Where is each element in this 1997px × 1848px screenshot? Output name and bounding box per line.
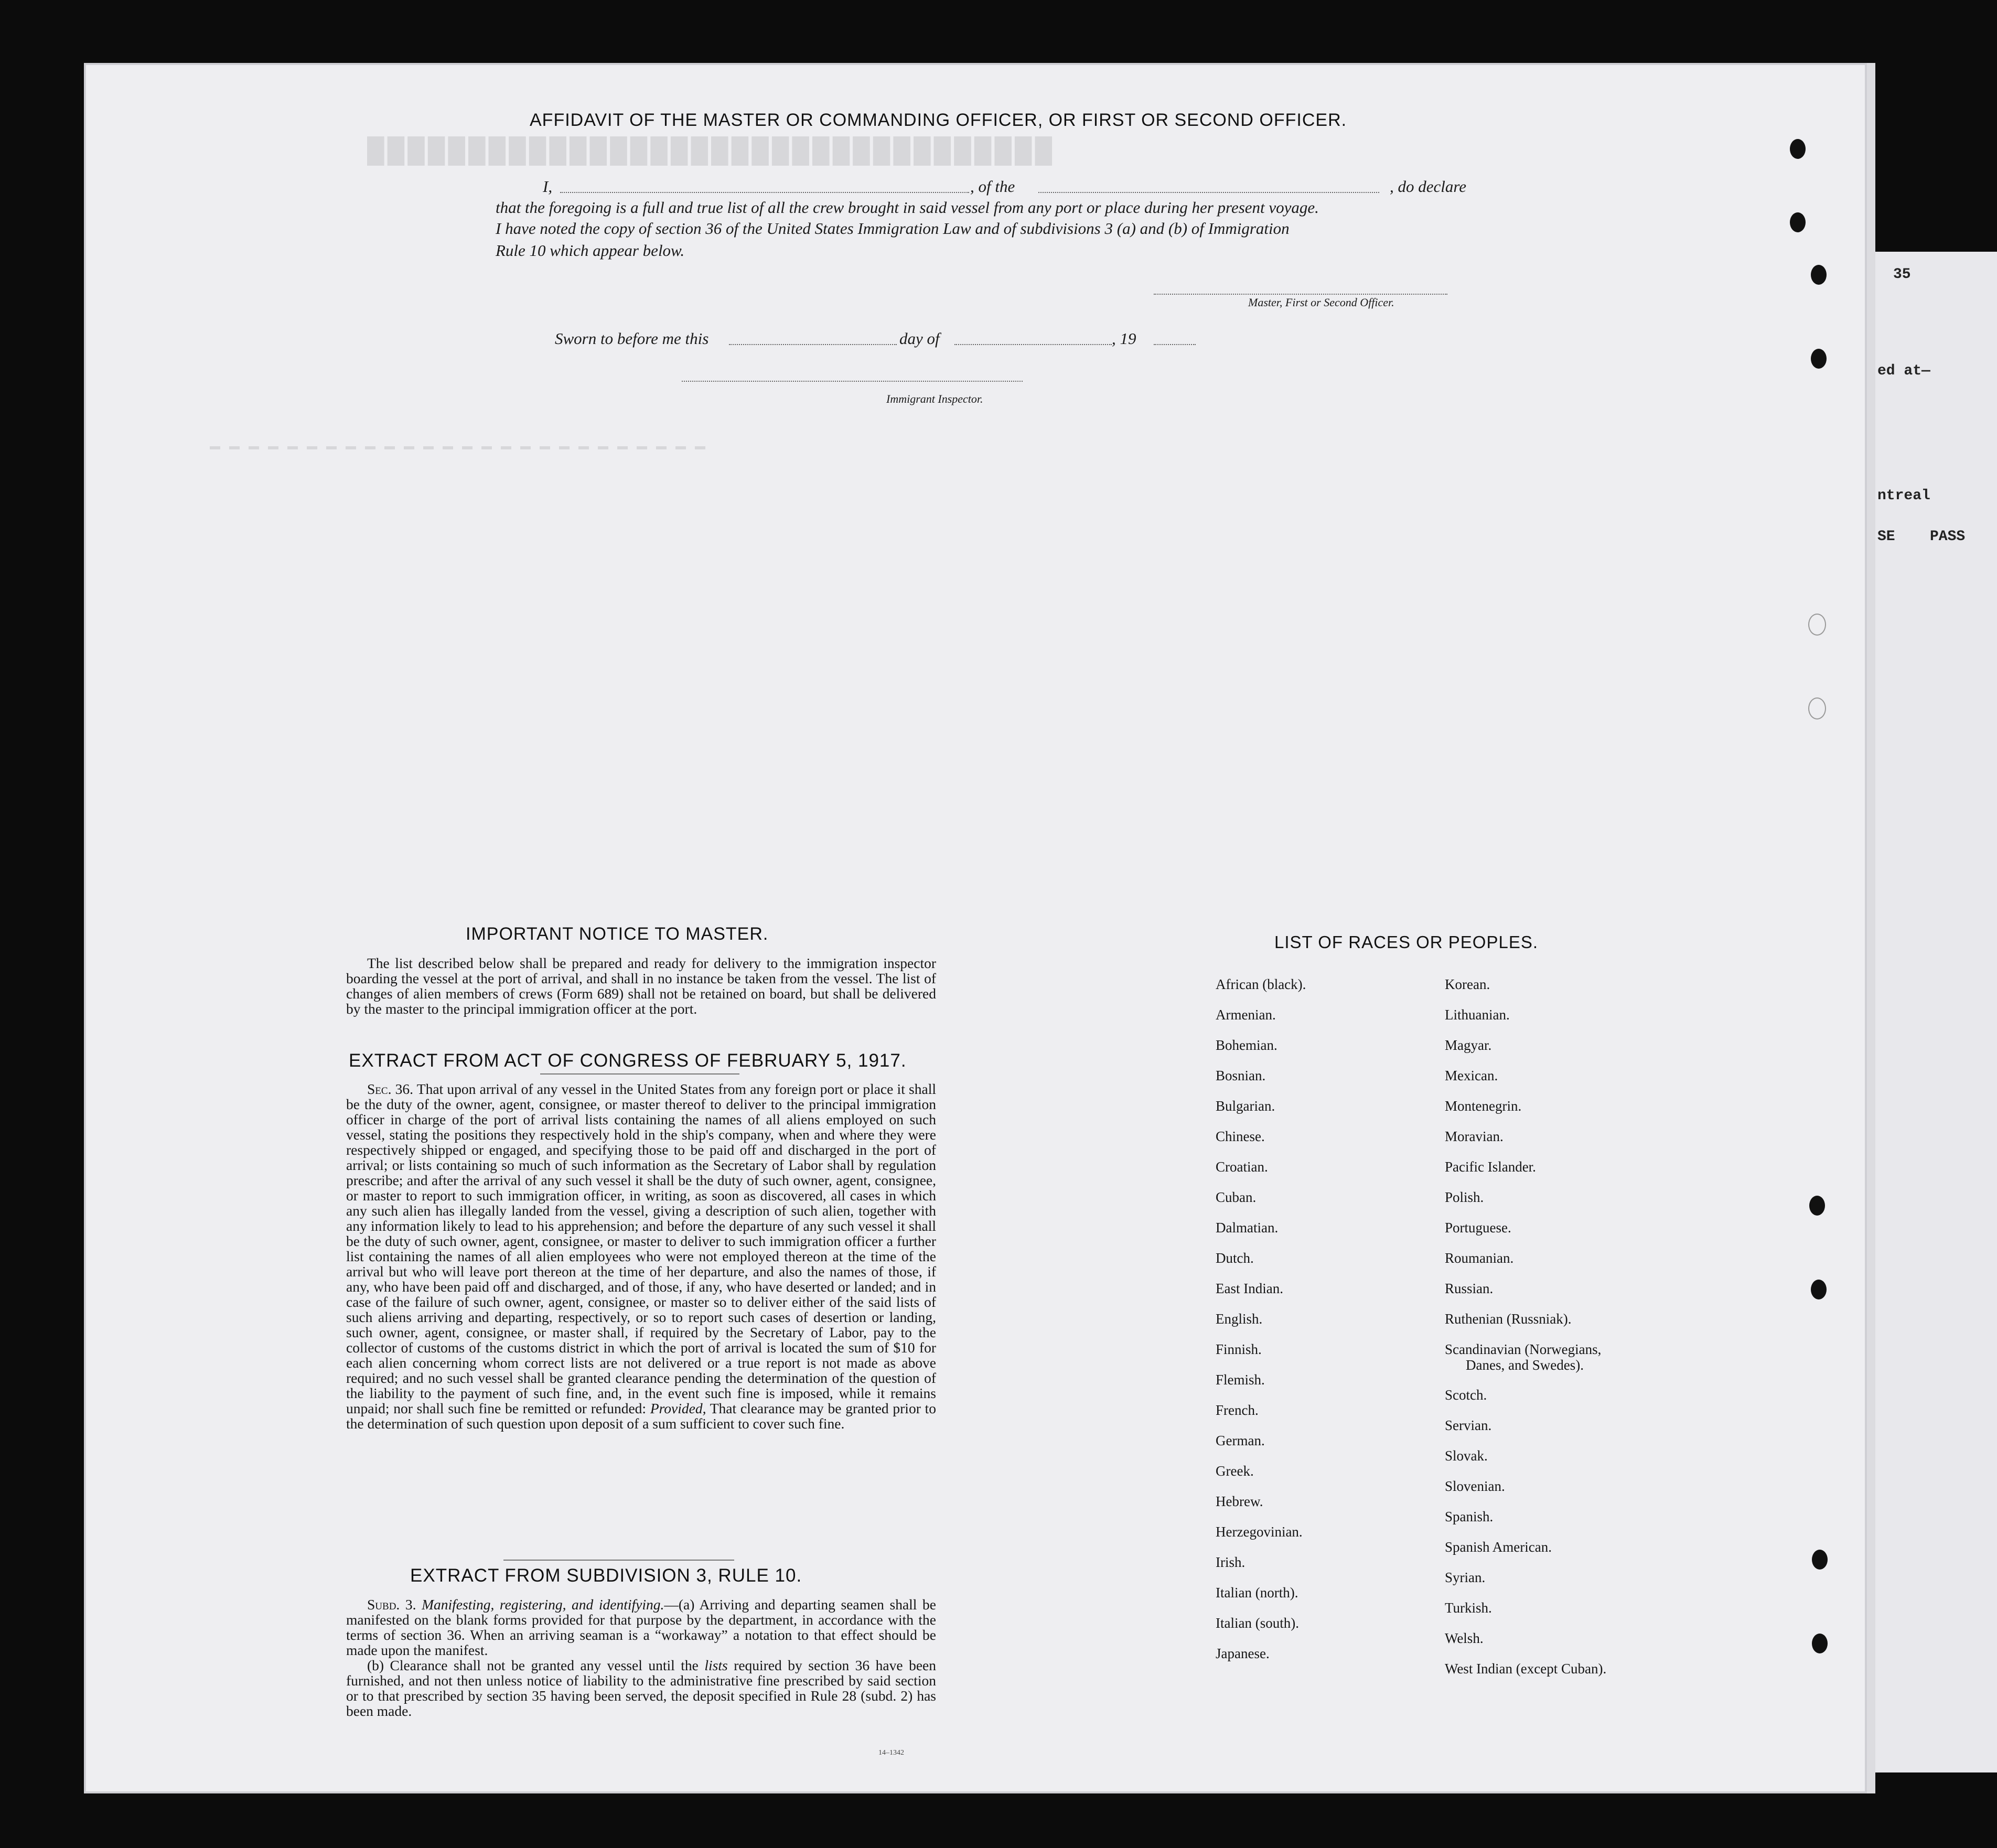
race-item: Roumanian. [1445, 1250, 1514, 1266]
race-item: Lithuanian. [1445, 1007, 1510, 1023]
race-item [1445, 1341, 1606, 1387]
race-item: Chinese. [1216, 1129, 1265, 1144]
races-title: LIST OF RACES OR PEOPLES. [1274, 932, 1539, 952]
race-item: Ruthenian (Russniak). [1445, 1311, 1572, 1327]
side-sheet-label: ed at— [1877, 363, 1930, 379]
race-item-line: Scandinavian (Norwegians, [1445, 1341, 1602, 1357]
race-item: Russian. [1445, 1281, 1494, 1296]
side-sheet-label: PASS [1930, 529, 1966, 545]
race-item: Bohemian. [1216, 1037, 1277, 1053]
punch-hole [1790, 139, 1806, 159]
master-name-blank [560, 192, 969, 193]
punch-hole [1809, 1196, 1825, 1216]
affidavit-line1-start: I, [543, 177, 553, 196]
punch-hole [1812, 1634, 1828, 1653]
master-signature-line [1154, 294, 1447, 295]
race-item: Mexican. [1445, 1068, 1498, 1083]
race-item: Scotch. [1445, 1387, 1487, 1403]
race-item: German. [1216, 1433, 1265, 1448]
sworn-day-blank [729, 344, 897, 345]
race-item-line: Danes, and Swedes). [1466, 1357, 1584, 1373]
act-extract-text: Sec. 36. That upon arrival of any vessel in the United States from any foreign port or place it shall be the duty of the owner, agent, consignee, or master thereof to deliver to the principal immigration officer in charge of the port of arrival lists containing the names of all aliens employed on such vessel, stating the positions they respectively hold in the ship's company, when and where they were respectively shipped or engaged, and specifying those to be paid off and discharged in the port of arrival; or lists containing so much of such information as the Secretary of Labor shall by regulation prescribe; and after the arrival of any such vessel it shall be the duty of such owner, agent, consignee, or master to report to such immigration officer, in writing, as soon as discovered, all cases in which any such alien has illegally landed from the vessel, giving a description of such alien, together with any information likely to lead to his apprehension; and before the departure of any such vessel it shall be the duty of such owner, agent, consignee, or master to deliver to such immigration officer a further list containing the names of all alien employees who were not employed thereon at the time of the arrival but who will leave port thereon at the time of her departure, and also the names of those, if any, who have been paid off and discharged, and of those, if any, who have deserted or landed; and in case of the failure of such owner, agent, consignee, or master so to deliver either of the said lists of such aliens arriving and departing, respectively, or so to report such cases of desertion or landing, such owner, agent, consignee, or master shall, if required by the Secretary of Labor, pay to the collector of customs of the customs district in which the port of arrival is located the sum of $10 for each alien concerning whom correct lists are not delivered or a true report is not made as above required; and no such vessel shall be granted clearance pending the determination of the question of the liability to the payment of such fine, and, in the event such fine is imposed, while it remains unpaid; nor shall such fine be remitted or refunded: Provided, That clearance may be granted prior to the determination of such question upon deposit of a sum sufficient to cover such fine. [346, 1081, 936, 1432]
punch-hole [1811, 1280, 1827, 1299]
race-item: Flemish. [1216, 1372, 1265, 1388]
vessel-name-blank [1038, 192, 1379, 193]
sworn-year-blank [1154, 344, 1196, 345]
adjacent-sheet [1875, 252, 1997, 1772]
page-edge [1867, 63, 1875, 1793]
sworn-day-of: day of [899, 329, 940, 348]
side-sheet-number: 35 [1893, 266, 1911, 283]
race-item: Syrian. [1445, 1570, 1486, 1585]
race-item: Irish. [1216, 1554, 1246, 1570]
race-item: Turkish. [1445, 1600, 1492, 1616]
races-left-column [1216, 976, 1306, 1676]
race-item: Finnish. [1216, 1341, 1262, 1357]
master-signature-caption: Master, First or Second Officer. [1248, 296, 1394, 309]
race-item: Italian (south). [1216, 1615, 1299, 1631]
race-item: Bulgarian. [1216, 1098, 1275, 1114]
divider [540, 1073, 739, 1075]
race-item: Servian. [1445, 1417, 1492, 1433]
punch-hole [1811, 349, 1827, 369]
punch-hole [1811, 265, 1827, 285]
rule-extract-title: EXTRACT FROM SUBDIVISION 3, RULE 10. [410, 1565, 802, 1586]
affidavit-line1-mid: , of the [970, 177, 1015, 196]
inspector-caption: Immigrant Inspector. [886, 392, 983, 405]
race-item: Cuban. [1216, 1189, 1257, 1205]
race-item: Slovenian. [1445, 1478, 1505, 1494]
affidavit-line4: Rule 10 which appear below. [496, 241, 685, 260]
punch-hole [1808, 697, 1826, 719]
notice-text: The list described below shall be prepared and ready for delivery to the immigration inspector boarding the vessel at the port of arrival, and shall in no instance be taken from the vessel. The list of changes of alien members of crews (Form 689) shall not be retained on board, but shall be delivered by the master to the principal immigration officer at the port. [346, 955, 936, 1017]
affidavit-line3: I have noted the copy of section 36 of the United States Immigration Law and of subdivisions 3 (a) and (b) of Immigration [496, 219, 1290, 238]
affidavit-line2: that the foregoing is a full and true list of all the crew brought in said vessel from any port or place during her present voyage. [496, 198, 1319, 217]
affidavit-title: AFFIDAVIT OF THE MASTER OR COMMANDING OFFICER, OR FIRST OR SECOND OFFICER. [530, 110, 1347, 130]
race-item: Dalmatian. [1216, 1220, 1279, 1235]
rule-extract-text: Subd. 3. Manifesting, registering, and identifying.—(a) Arriving and departing seamen shall be manifested on the blank forms provided for that purpose by the department, in accordance with the terms of section 36. When an arriving seaman is a “workaway” a notation to that effect should be made upon the manifest. (b) Clearance shall not be granted any vessel until the lists required by section 36 have been furnished, and not then unless notice of liability to the administrative fine prescribed by said section or to that prescribed by section 35 having been served, the deposit specified in Rule 28 (subd. 2) has been made. [346, 1596, 936, 1719]
divider [503, 1560, 734, 1561]
notice-title: IMPORTANT NOTICE TO MASTER. [466, 924, 769, 944]
side-sheet-label: SE [1877, 529, 1895, 545]
race-item: East Indian. [1216, 1281, 1283, 1296]
sworn-statement: Sworn to before me this [555, 329, 709, 348]
sworn-year: , 19 [1112, 329, 1136, 348]
race-item: Moravian. [1445, 1129, 1504, 1144]
races-right-column [1445, 976, 1606, 1691]
bleed-through-text: ▬ ▬ ▬ ▬ ▬ ▬ ▬ ▬ ▬ ▬ ▬ ▬ ▬ ▬ ▬ ▬ ▬ ▬ ▬ ▬ ▬ ▬ ▬ ▬ ▬ ▬ [210, 440, 708, 452]
race-item: Welsh. [1445, 1630, 1484, 1646]
race-item: Spanish. [1445, 1509, 1494, 1524]
side-sheet-label: ntreal [1877, 488, 1930, 504]
inspector-signature-line [682, 381, 1023, 382]
race-item: Polish. [1445, 1189, 1484, 1205]
bleed-through-text: ██████████████████████████████████ [367, 137, 1056, 164]
race-item: Bosnian. [1216, 1068, 1266, 1083]
form-number: 14–1342 [878, 1749, 904, 1757]
punch-hole [1812, 1550, 1828, 1570]
race-item: Armenian. [1216, 1007, 1276, 1023]
race-item: Spanish American. [1445, 1539, 1552, 1555]
race-item: Magyar. [1445, 1037, 1492, 1053]
race-item: Pacific Islander. [1445, 1159, 1536, 1175]
affidavit-line1-end: , do declare [1390, 177, 1467, 196]
race-item: Croatian. [1216, 1159, 1268, 1175]
race-item: Hebrew. [1216, 1494, 1263, 1509]
race-item: Montenegrin. [1445, 1098, 1522, 1114]
race-item: Japanese. [1216, 1646, 1270, 1661]
race-item: African (black). [1216, 976, 1306, 992]
race-item: Portuguese. [1445, 1220, 1511, 1235]
punch-hole [1808, 614, 1826, 636]
race-item: Italian (north). [1216, 1585, 1298, 1600]
sworn-month-blank [954, 344, 1112, 345]
act-extract-title: EXTRACT FROM ACT OF CONGRESS OF FEBRUARY 5, 1917. [349, 1050, 907, 1071]
race-item: Dutch. [1216, 1250, 1254, 1266]
race-item: English. [1216, 1311, 1263, 1327]
race-item: French. [1216, 1402, 1259, 1418]
race-item: Korean. [1445, 976, 1490, 992]
punch-hole [1790, 212, 1806, 232]
race-item: Greek. [1216, 1463, 1254, 1479]
race-item: Herzegovinian. [1216, 1524, 1303, 1540]
race-item: Slovak. [1445, 1448, 1488, 1464]
race-item: West Indian (except Cuban). [1445, 1661, 1607, 1677]
